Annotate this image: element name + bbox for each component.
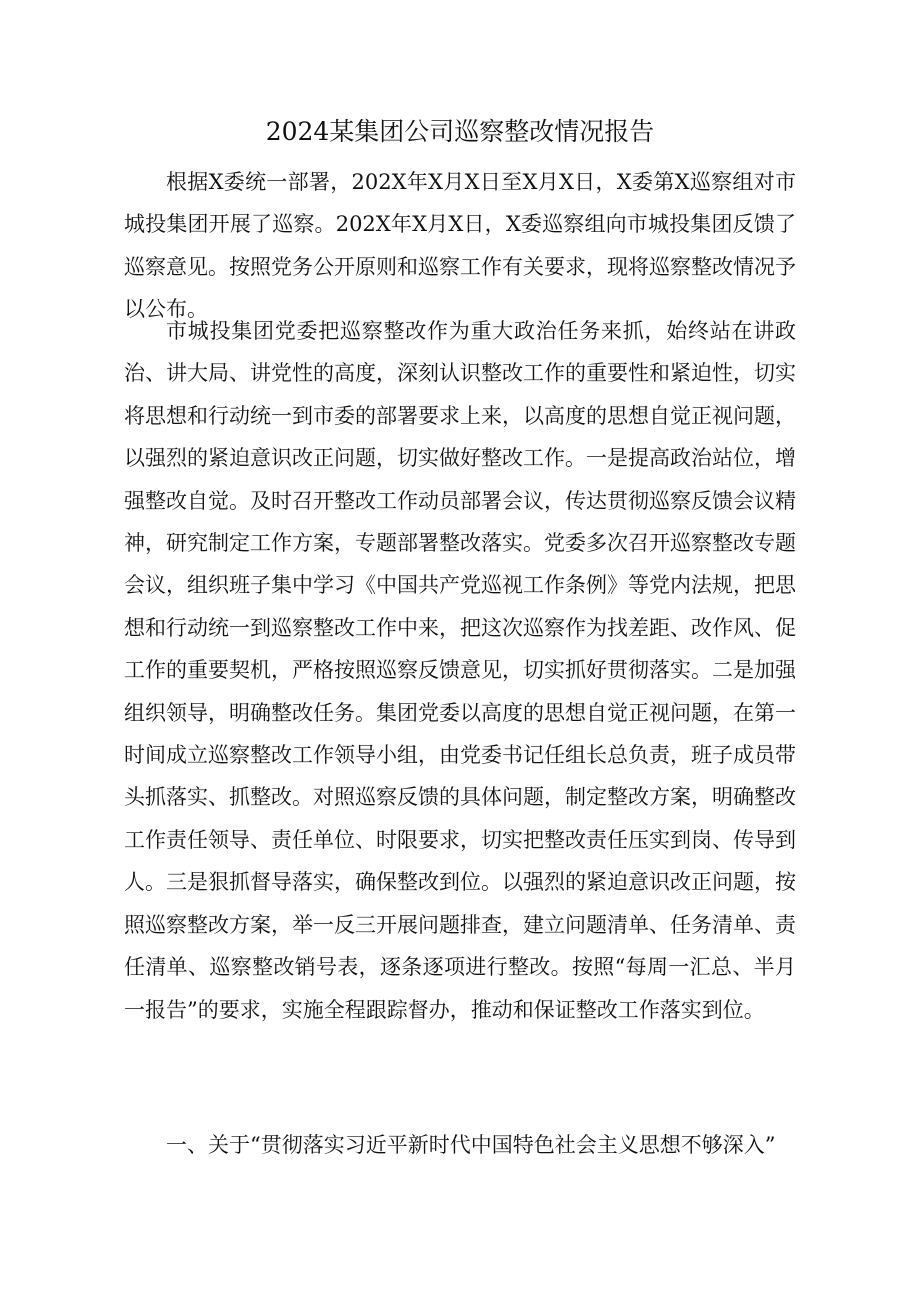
section-heading-1: 一、关于“贯彻落实习近平新时代中国特色社会主义思想不够深入” xyxy=(166,1133,776,1157)
paragraph-1: 根据X委统一部署，202X年X月X日至X月X日，X委第X巡察组对市城投集团开展了巡察。202X年X月X日，X委巡察组向市城投集团反馈了巡察意见。按照党务公开原则和巡察工作有关要求，现将巡察整改情况予以公布。 xyxy=(124,170,796,322)
document-title: 2024某集团公司巡察整改情况报告 xyxy=(265,117,655,146)
paragraph-2: 市城投集团党委把巡察整改作为重大政治任务来抓，始终站在讲政治、讲大局、讲党性的高度，深刻认识整改工作的重要性和紧迫性，切实将思想和行动统一到市委的部署要求上来，以高度的思想自觉正视问题，以强烈的紧迫意识改正问题，切实做好整改工作。一是提高政治站位，增强整改自觉。及时召开整改工作动员部署会议，传达贯彻巡察反馈会议精神，研究制定工作方案，专题部署整改落实。党委多次召开巡察整改专题会议，组织班子集中学习《中国共产党巡视工作条例》等党内法规，把思想和行动统一到巡察整改工作中来，把这次巡察作为找差距、改作风、促工作的重要契机，严格按照巡察反馈意见，切实抓好贯彻落实。二是加强组织领导，明确整改任务。集团党委以高度的思想自觉正视问题，在第一时间成立巡察整改工作领导小组，由党委书记任组长总负责，班子成员带头抓落实、抓整改。对照巡察反馈的具体问题，制定整改方案，明确整改工作责任领导、责任单位、时限要求，切实把整改责任压实到岗、传导到人。三是狠抓督导落实，确保整改到位。以强烈的紧迫意识改正问题，按照巡察整改方案，举一反三开展问题排查，建立问题清单、任务清单、责任清单、巡察整改销号表，逐条逐项进行整改。按照“每周一汇总、半月一报告”的要求，实施全程跟踪督办，推动和保证整改工作落实到位。 xyxy=(124,319,796,1022)
